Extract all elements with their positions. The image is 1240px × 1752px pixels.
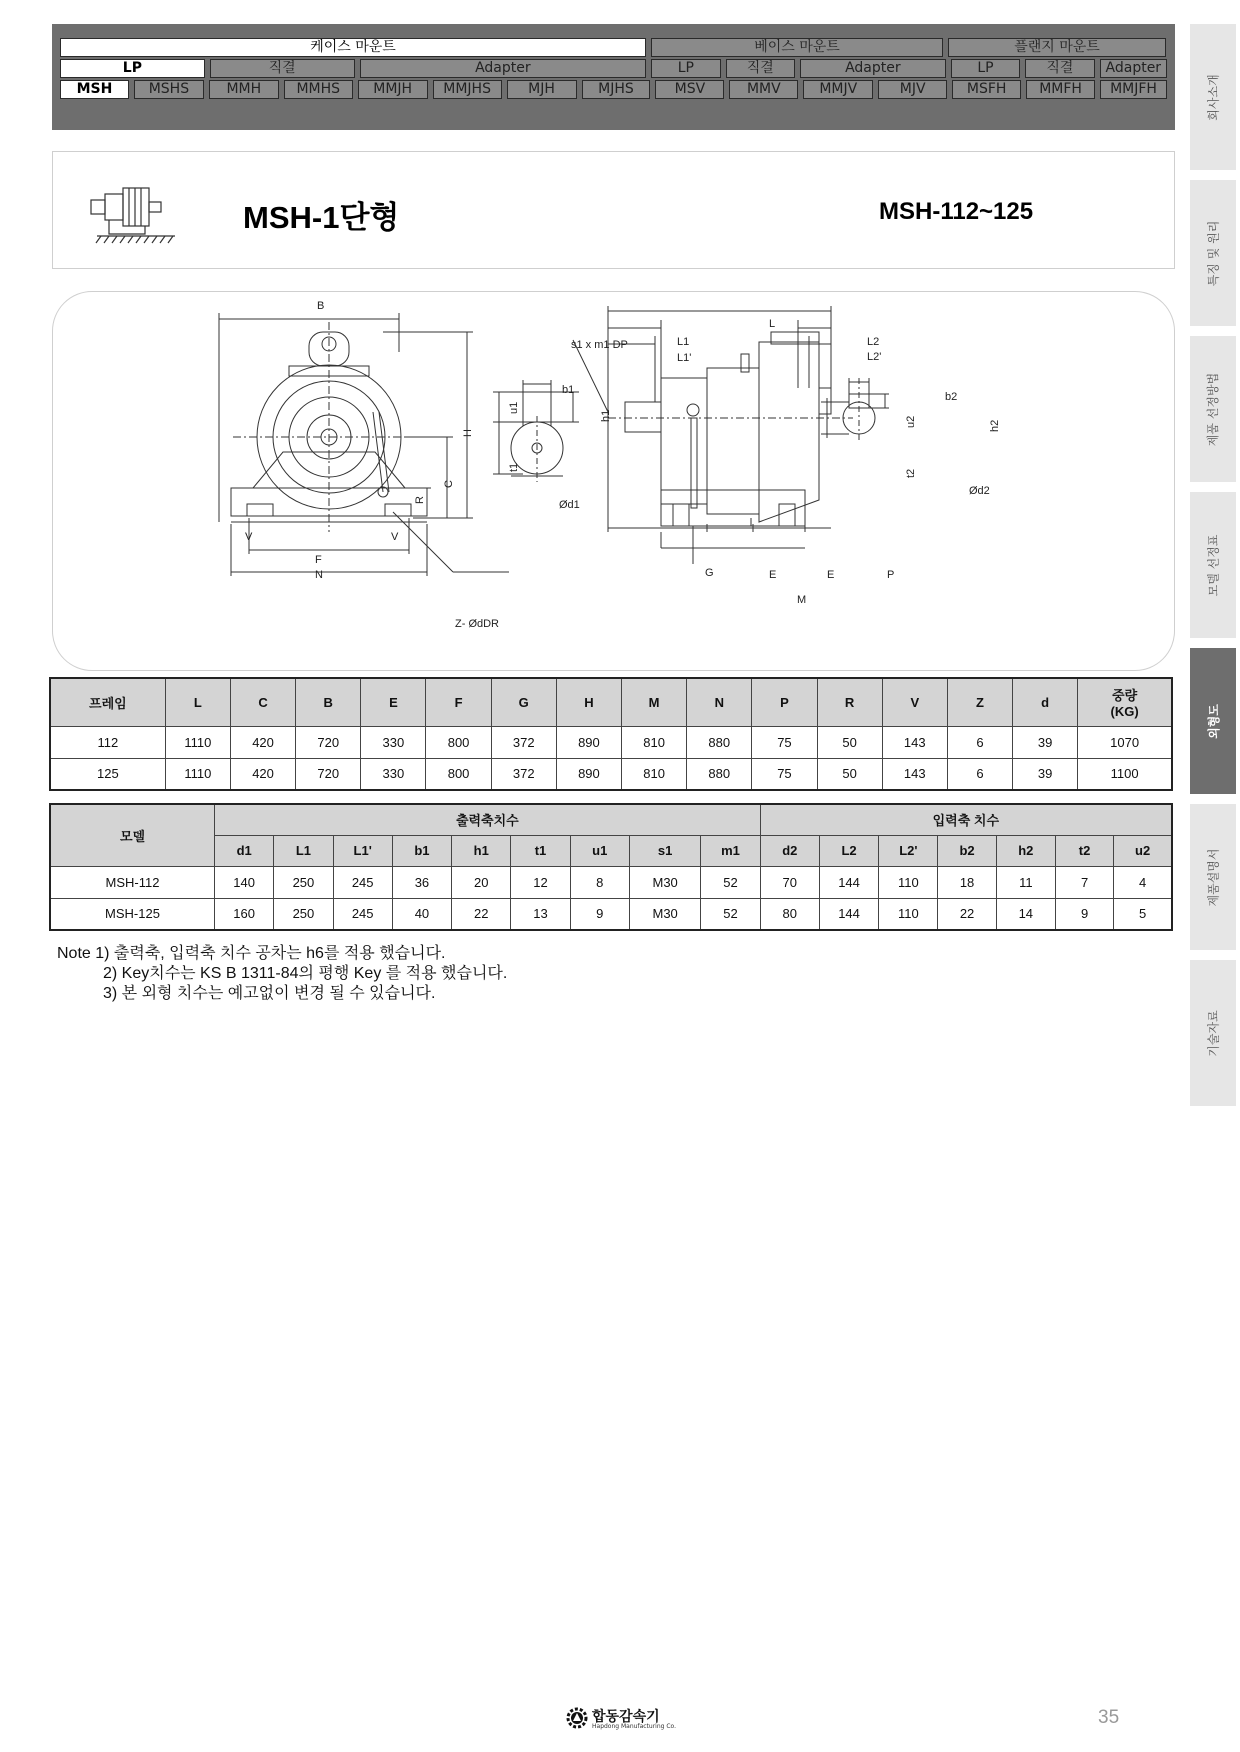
col-m1: m1 — [701, 835, 760, 866]
nav-case-direct[interactable]: 직결 — [210, 59, 355, 78]
table-cell: 420 — [230, 726, 295, 758]
table-cell: 245 — [333, 866, 392, 898]
dim-u1: u1 — [508, 401, 520, 414]
dim-c: C — [443, 480, 455, 488]
table-cell: 125 — [50, 758, 165, 790]
col-model: 모델 — [50, 804, 215, 866]
table-cell: 330 — [361, 726, 426, 758]
side-tab-label: 외형도 — [1206, 703, 1221, 739]
col-weight-unit: (KG) — [1110, 704, 1139, 720]
table-cell: 420 — [230, 758, 295, 790]
table-cell: 39 — [1013, 726, 1078, 758]
dim-b2: b2 — [945, 391, 958, 403]
col-z: Z — [947, 678, 1012, 726]
nav-model-mjv[interactable]: MJV — [878, 80, 947, 99]
nav-model-mmjfh[interactable]: MMJFH — [1100, 80, 1167, 99]
side-tab-manual[interactable] — [1190, 804, 1236, 950]
gear-logo-icon — [565, 1706, 589, 1730]
notes — [57, 944, 507, 1004]
table-cell: M30 — [629, 898, 701, 930]
table-cell: 39 — [1013, 758, 1078, 790]
dim-e-left: E — [769, 569, 777, 581]
side-tab-label: 기술자료 — [1206, 1009, 1221, 1057]
nav-flange-mount[interactable]: 플랜지 마운트 — [948, 38, 1166, 57]
table-cell: 1070 — [1078, 726, 1172, 758]
table-cell: 80 — [760, 898, 819, 930]
nav-model-msfh[interactable]: MSFH — [952, 80, 1021, 99]
table-cell: 140 — [215, 866, 274, 898]
dim-l: L — [769, 318, 776, 330]
table-cell: 50 — [817, 726, 882, 758]
table-cell: 18 — [938, 866, 996, 898]
nav-base-direct[interactable]: 직결 — [726, 59, 795, 78]
page-title: MSH-1단형 — [243, 200, 400, 235]
dim-n: N — [315, 569, 323, 581]
nav-case-adapter[interactable]: Adapter — [360, 59, 647, 78]
col-b1: b1 — [392, 835, 451, 866]
nav-row-model — [60, 80, 1167, 99]
side-navigation — [1190, 24, 1236, 1116]
table-cell: 250 — [274, 898, 333, 930]
col-d2: d2 — [760, 835, 819, 866]
table-cell: 800 — [426, 726, 491, 758]
col-v: V — [882, 678, 947, 726]
table-cell: 245 — [333, 898, 392, 930]
col-h: H — [556, 678, 621, 726]
side-tab-outline-drawing[interactable] — [1190, 648, 1236, 794]
table-cell: 7 — [1055, 866, 1113, 898]
nav-base-adapter[interactable]: Adapter — [800, 59, 946, 78]
table-cell: 160 — [215, 898, 274, 930]
col-g: G — [491, 678, 556, 726]
table-row — [50, 898, 1172, 930]
col-f: F — [426, 678, 491, 726]
dim-e-right: E — [827, 569, 835, 581]
dim-l2: L2 — [867, 336, 880, 348]
table-cell: 6 — [947, 726, 1012, 758]
table-cell: 40 — [392, 898, 451, 930]
table-cell: 144 — [819, 866, 878, 898]
dim-r: R — [414, 496, 426, 504]
dim-v-left: V — [245, 531, 253, 543]
table-cell: 9 — [1055, 898, 1113, 930]
dim-h2: h2 — [989, 419, 1001, 432]
nav-row-mount — [60, 38, 1167, 57]
frame-table-header — [50, 678, 1172, 726]
nav-model-mjh[interactable]: MJH — [507, 80, 577, 99]
nav-model-mmhs[interactable]: MMHS — [284, 80, 353, 99]
table-cell: 1100 — [1078, 758, 1172, 790]
product-navigation — [52, 24, 1175, 130]
table-cell: 52 — [701, 866, 760, 898]
table-cell: 112 — [50, 726, 165, 758]
dim-d1: Ød1 — [559, 499, 580, 511]
table-cell: 810 — [622, 726, 687, 758]
col-frame: 프레임 — [50, 678, 165, 726]
table-cell: 330 — [361, 758, 426, 790]
col-weight — [1078, 678, 1172, 726]
col-d: d — [1013, 678, 1078, 726]
nav-model-msv[interactable]: MSV — [655, 80, 724, 99]
table-cell: 720 — [296, 758, 361, 790]
table-row — [50, 758, 1172, 790]
table-cell: 22 — [938, 898, 996, 930]
table-cell: 8 — [570, 866, 629, 898]
shaft-table-header — [50, 835, 1172, 866]
nav-base-mount[interactable]: 베이스 마운트 — [651, 38, 943, 57]
col-u2: u2 — [1114, 835, 1172, 866]
col-weight-label: 중량 — [1112, 688, 1138, 704]
nav-flange-adapter[interactable]: Adapter — [1100, 59, 1167, 78]
nav-base-lp[interactable]: LP — [651, 59, 720, 78]
drawing-labels — [245, 300, 1001, 630]
col-m: M — [622, 678, 687, 726]
col-h1: h1 — [452, 835, 511, 866]
dim-t1: t1 — [508, 462, 520, 472]
table-cell: 800 — [426, 758, 491, 790]
nav-model-mshs[interactable]: MSHS — [134, 80, 204, 99]
col-l2-prime: L2' — [879, 835, 938, 866]
col-d1: d1 — [215, 835, 274, 866]
dim-u2: u2 — [905, 415, 917, 428]
col-l: L — [165, 678, 230, 726]
dim-s1-m1-dp: s1 x m1 DP — [571, 339, 628, 351]
col-s1: s1 — [629, 835, 701, 866]
table-cell: 70 — [760, 866, 819, 898]
col-l2: L2 — [819, 835, 878, 866]
col-c: C — [230, 678, 295, 726]
col-p: P — [752, 678, 817, 726]
dim-f: F — [315, 554, 322, 566]
company-name: 합동감속기 — [592, 1709, 660, 1725]
table-cell: MSH-112 — [50, 866, 215, 898]
col-e: E — [361, 678, 426, 726]
model-range: MSH-112~125 — [879, 198, 1034, 225]
table-cell: 9 — [570, 898, 629, 930]
col-n: N — [687, 678, 752, 726]
title-panel — [52, 151, 1175, 269]
group-output-shaft: 출력축치수 — [215, 804, 761, 835]
table-cell: 36 — [392, 866, 451, 898]
nav-model-mmjh[interactable]: MMJH — [358, 80, 428, 99]
table-cell: M30 — [629, 866, 701, 898]
page-number: 35 — [1098, 1707, 1120, 1728]
group-input-shaft: 입력축 치수 — [760, 804, 1172, 835]
nav-model-mmfh[interactable]: MMFH — [1026, 80, 1095, 99]
col-b2: b2 — [938, 835, 996, 866]
note-3: 3) 본 외형 치수는 예고없이 변경 될 수 있습니다. — [103, 985, 436, 1002]
table-cell: 1110 — [165, 726, 230, 758]
table-cell: 890 — [556, 726, 621, 758]
table-row — [50, 726, 1172, 758]
gear-reducer-icon — [83, 172, 183, 252]
nav-model-mjhs[interactable]: MJHS — [582, 80, 651, 99]
dim-d2: Ød2 — [969, 485, 990, 497]
dim-z-bolt: Z- ØdDR — [455, 618, 499, 630]
dimension-drawing-panel — [52, 291, 1175, 671]
nav-row-type — [60, 59, 1167, 78]
table-cell: 1110 — [165, 758, 230, 790]
side-tab-company[interactable] — [1190, 24, 1236, 170]
table-cell: 143 — [882, 758, 947, 790]
table-cell: 372 — [491, 726, 556, 758]
note-1: Note 1) 출력축, 입력축 치수 공차는 h6를 적용 했습니다. — [57, 945, 446, 962]
dim-t2: t2 — [905, 468, 917, 478]
table-cell: 4 — [1114, 866, 1172, 898]
table-cell: 890 — [556, 758, 621, 790]
col-t1: t1 — [511, 835, 570, 866]
side-tab-selection-method[interactable] — [1190, 336, 1236, 482]
nav-model-mmh[interactable]: MMH — [209, 80, 279, 99]
table-cell: 880 — [687, 758, 752, 790]
dim-l1: L1 — [677, 336, 690, 348]
table-row — [50, 866, 1172, 898]
col-t2: t2 — [1055, 835, 1113, 866]
nav-case-mount[interactable]: 케이스 마운트 — [60, 38, 646, 57]
nav-flange-direct[interactable]: 직결 — [1025, 59, 1094, 78]
side-tab-features[interactable] — [1190, 180, 1236, 326]
table-cell: MSH-125 — [50, 898, 215, 930]
shaft-dimension-table — [49, 803, 1173, 931]
col-l1-prime: L1' — [333, 835, 392, 866]
table-cell: 110 — [879, 866, 938, 898]
table-cell: 110 — [879, 898, 938, 930]
table-cell: 810 — [622, 758, 687, 790]
col-l1: L1 — [274, 835, 333, 866]
front-view — [219, 313, 509, 576]
nav-flange-lp[interactable]: LP — [951, 59, 1020, 78]
table-cell: 14 — [996, 898, 1055, 930]
table-cell: 6 — [947, 758, 1012, 790]
table-cell: 5 — [1114, 898, 1172, 930]
dim-l1-prime: L1' — [677, 352, 692, 364]
table-cell: 880 — [687, 726, 752, 758]
table-cell: 144 — [819, 898, 878, 930]
side-tab-label: 회사소개 — [1206, 73, 1221, 121]
dim-h: H — [462, 429, 474, 437]
company-logo — [565, 1706, 675, 1732]
nav-model-msh[interactable]: MSH — [60, 80, 129, 99]
side-tab-technical-data[interactable] — [1190, 960, 1236, 1106]
dim-b1: b1 — [562, 384, 575, 396]
table-cell: 12 — [511, 866, 570, 898]
table-cell: 250 — [274, 866, 333, 898]
table-cell: 143 — [882, 726, 947, 758]
dim-b: B — [317, 300, 325, 312]
table-cell: 20 — [452, 866, 511, 898]
table-cell: 75 — [752, 726, 817, 758]
col-h2: h2 — [996, 835, 1055, 866]
col-b: B — [296, 678, 361, 726]
nav-model-mmv[interactable]: MMV — [729, 80, 798, 99]
nav-case-lp[interactable]: LP — [60, 59, 205, 78]
note-2: 2) Key치수는 KS B 1311-84의 평행 Key 를 적용 했습니다. — [103, 965, 508, 982]
col-r: R — [817, 678, 882, 726]
dimension-drawing — [53, 292, 1175, 671]
dim-h1: h1 — [600, 409, 612, 422]
table-cell: 720 — [296, 726, 361, 758]
table-cell: 52 — [701, 898, 760, 930]
table-cell: 13 — [511, 898, 570, 930]
nav-model-mmjhs[interactable]: MMJHS — [433, 80, 502, 99]
side-tab-model-selection[interactable] — [1190, 492, 1236, 638]
col-u1: u1 — [570, 835, 629, 866]
frame-dimension-table — [49, 677, 1173, 791]
side-tab-label: 모델 선정표 — [1206, 534, 1221, 596]
dim-g: G — [705, 567, 714, 579]
table-cell: 50 — [817, 758, 882, 790]
dim-v-right: V — [391, 531, 399, 543]
side-tab-label: 제품 선정방법 — [1206, 372, 1221, 446]
table-cell: 11 — [996, 866, 1055, 898]
dim-m: M — [797, 594, 807, 606]
shaft-table-group-header — [50, 804, 1172, 835]
dim-l2-prime: L2' — [867, 351, 882, 363]
company-name-en: Hapdong Manufacturing Co. — [592, 1723, 677, 1730]
side-tab-label: 제품설명서 — [1206, 848, 1221, 906]
side-tab-label: 특징 및 원리 — [1206, 220, 1221, 286]
nav-model-mmjv[interactable]: MMJV — [803, 80, 873, 99]
dim-p: P — [887, 569, 895, 581]
table-cell: 75 — [752, 758, 817, 790]
table-cell: 22 — [452, 898, 511, 930]
table-cell: 372 — [491, 758, 556, 790]
